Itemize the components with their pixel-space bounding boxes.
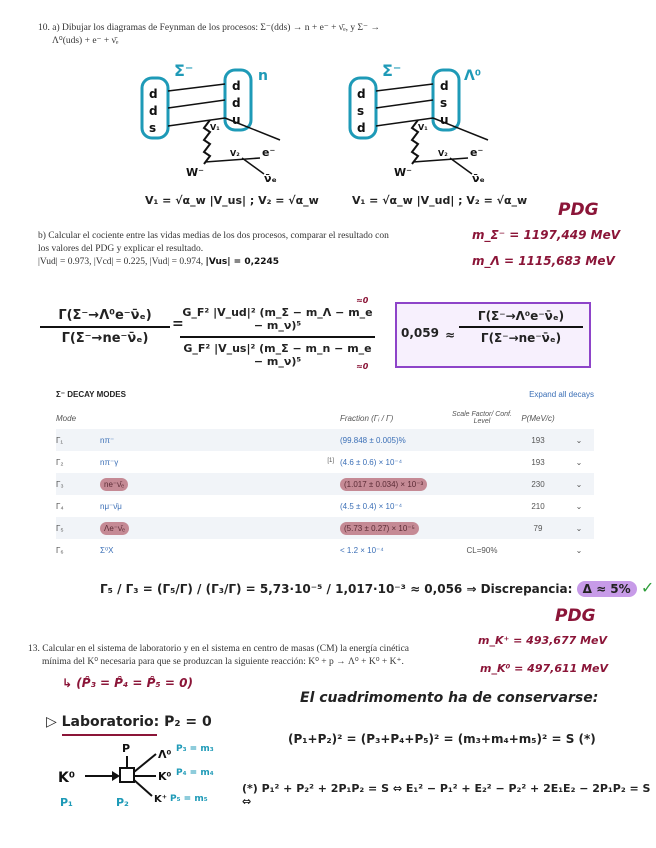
svg-text:u: u [440,113,449,127]
svg-text:d: d [440,79,449,93]
svg-text:d: d [149,87,158,101]
momentum-p [512,539,564,561]
equation-1: (P₁+P₂)² = (P₃+P₄+P₅)² = (m₃+m₄+m₅)² = S (*) [288,732,596,746]
mass-k0: m_K⁰ = 497,611 MeV [480,662,609,675]
expand-all-decays-link[interactable]: Expand all decays [529,390,594,399]
branching-fraction: (99.848 ± 0.005)% [340,435,406,445]
ckm-vus-handwritten: |Vus| = 0,2245 [205,257,280,267]
p3-label: P₃ = m₃ [176,744,214,754]
approx-zero-top: ≈0 [356,296,369,305]
decay-mode: Λe⁻ν̄ₑ [100,522,129,535]
svg-text:V₂: V₂ [230,149,240,158]
chevron-down-icon[interactable]: ⌄ [575,457,583,467]
vertex-factors-2: V₁ = √α_w |V_ud| ; V₂ = √α_w [352,194,528,207]
vertex-factors-1: V₁ = √α_w |V_us| ; V₂ = √α_w [145,194,319,207]
svg-text:P₁: P₁ [60,796,73,809]
pdg-label-10: PDG [558,200,599,220]
ratio-value: 0,059 [401,326,439,340]
discrepancy-badge: Δ ≈ 5% [577,581,637,597]
decay-note: [1] [327,457,334,464]
svg-text:V₁: V₁ [418,123,428,132]
conf-level [452,495,512,517]
svg-text:Σ⁻: Σ⁻ [382,61,402,80]
momentum-p: 193 [531,457,545,467]
svg-text:P₂: P₂ [116,796,129,809]
conf-level [452,451,512,473]
conf-level [452,473,512,495]
decay-row[interactable] [56,495,594,517]
label-sigma: Σ⁻ [174,61,194,80]
chevron-down-icon[interactable]: ⌄ [564,473,594,495]
decay-table-title: Σ⁻ DECAY MODES [56,390,126,399]
svg-text:K⁰: K⁰ [158,770,172,783]
svg-text:V₁: V₁ [210,123,220,132]
gamma-ratio-line: Γ₅ / Γ₃ = (Γ₅/Γ) / (Γ₃/Γ) = 5,73·10⁻⁵ / 1,017·10⁻³ ≈ 0,056 ⇒ Discrepancia: Δ ≈ 5% ✓ [100,578,655,597]
ckm-values: |Vud| = 0.973, |Vcd| = 0.225, |Vud| = 0.974, [38,257,204,267]
decay-mode: Σ⁰X [100,545,114,555]
momentum-p: 210 [531,501,545,511]
svg-text:d: d [232,96,241,110]
ratio-middle: G_F² |V_ud|² (m_Σ − m_Λ − m_e − m_ν)⁵ G_F² |V_us|² (m_Σ − m_n − m_e − m_ν)⁵ [180,306,375,368]
svg-text:s: s [440,96,448,110]
ratio-lhs: Γ(Σ⁻→Λ⁰e⁻ν̄ₑ) Γ(Σ⁻→ne⁻ν̄ₑ) [40,308,170,346]
svg-text:d: d [357,121,366,135]
decay-row[interactable] [56,429,594,451]
gamma-index: Γ₁ [56,429,100,451]
svg-text:Λ⁰: Λ⁰ [158,748,172,761]
branching-fraction: < 1.2 × 10⁻⁴ [340,545,384,555]
svg-text:s: s [149,121,157,135]
decay-row[interactable] [56,539,594,561]
pdg-label-13: PDG [555,606,596,626]
svg-text:P: P [122,742,131,755]
col-fraction: Fraction (Γᵢ / Γ) [340,407,452,429]
conf-level [452,517,512,539]
momentum-p: 230 [512,473,564,495]
col-scale: Scale Factor/ Conf. Level [452,407,512,429]
decay-row[interactable] [56,451,594,473]
branching-fraction: (1.017 ± 0.034) × 10⁻³ [340,478,427,491]
gamma-index: Γ₅ [56,517,100,539]
decay-row[interactable] [56,473,594,495]
svg-text:ν̄ₑ: ν̄ₑ [264,172,277,185]
gamma-index: Γ₂ [56,457,64,467]
chevron-down-icon[interactable]: ⌄ [564,429,594,451]
svg-text:d: d [357,87,366,101]
statement-line-2: Λ⁰(uds) + e⁻ + ν̄ₑ [52,36,119,46]
svg-text:K⁺: K⁺ [154,794,168,805]
svg-text:V₂: V₂ [438,149,448,158]
svg-text:ν̄ₑ: ν̄ₑ [472,172,485,185]
gamma-index: Γ₃ [56,473,100,495]
branching-fraction: (4.5 ± 0.4) × 10⁻⁴ [340,501,403,511]
gamma-index: Γ₆ [56,545,64,555]
check-icon: ✓ [640,578,655,597]
svg-text:e⁻: e⁻ [262,146,276,159]
decay-mode: nμ⁻ν̄μ [100,501,122,511]
problem13-statement: 13. Calcular en el sistema de laboratorio y en el sistema en centro de masas (CM) la energía cinética mínima del K⁰ necesaria para que se produzcan la siguiente reacción: K⁰ + p → Λ⁰ + K⁰ + K⁺. [28,644,410,667]
svg-text:u: u [232,113,241,127]
statement-line-1: 10. a) Dibujar los diagramas de Feynman de los procesos: Σ⁻(dds) → n + e⁻ + ν̄ₑ, y Σ⁻ → [38,23,380,33]
decay-row[interactable] [56,517,594,539]
conservation-heading: El cuadrimomento ha de conservarse: [300,690,599,706]
branching-fraction: (5.73 ± 0.27) × 10⁻⁵ [340,522,419,535]
svg-text:W⁻: W⁻ [186,166,204,179]
branching-fraction: (4.6 ± 0.6) × 10⁻⁴ [340,457,403,467]
label-n: n [258,68,268,84]
svg-text:K⁰: K⁰ [58,770,75,786]
mass-lambda: m_Λ = 1115,683 MeV [472,254,615,268]
decay-mode: ne⁻ν̄ₑ [100,478,128,491]
feynman-diagram-sigma-to-n [130,58,310,208]
problem10-part-b: b) Calcular el cociente entre las vidas medias de los dos procesos, comparar el resultado con los valores del PDG y explicar el resultado. |Vud| = 0.973, |Vcd| = 0.225, |Vud| = 0.974, |Vus| = 0,2245 [38,231,389,267]
chevron-down-icon[interactable]: ⌄ [575,545,583,555]
svg-text:e⁻: e⁻ [470,146,484,159]
problem10-statement [38,22,638,48]
p5-label: P₅ = m₅ [170,794,208,804]
svg-text:d: d [149,104,158,118]
chevron-down-icon[interactable]: ⌄ [564,517,594,539]
gamma-index: Γ₄ [56,501,64,511]
momentum-p: 193 [512,429,564,451]
decay-mode: nπ⁻ [100,435,115,445]
col-mode: Mode [56,407,100,429]
mass-kplus: m_K⁺ = 493,677 MeV [478,634,608,647]
sigma-decay-table [56,390,594,561]
approx-zero-bottom: ≈0 [356,362,369,371]
result-box: 0,059 ≈ Γ(Σ⁻→Λ⁰e⁻ν̄ₑ) Γ(Σ⁻→ne⁻ν̄ₑ) [395,302,591,368]
momentum-zero-note: ↳ (P̂₃ = P̂₄ = P̂₅ = 0) [62,676,193,690]
conf-level: CL=90% [466,545,498,555]
svg-text:W⁻: W⁻ [394,166,412,179]
decay-mode: nπ⁻γ [100,457,119,467]
lab-underline [62,734,157,736]
col-p: P(MeV/c) [512,407,564,429]
momentum-p: 79 [512,517,564,539]
mass-sigma: m_Σ⁻ = 1197,449 MeV [472,228,620,242]
p4-label: P₄ = m₄ [176,768,214,778]
svg-text:Λ⁰: Λ⁰ [464,68,481,84]
svg-text:d: d [232,79,241,93]
chevron-down-icon[interactable]: ⌄ [575,501,583,511]
feynman-diagram-sigma-to-lambda [338,58,518,208]
conf-level [452,429,512,451]
equation-2: (*) P₁² + P₂² + 2P₁P₂ = S ⇔ E₁² − P₁² + E₂² − P₂² + 2E₁E₂ − 2P₁P₂ = S ⇔ [242,782,651,808]
lab-frame-heading: ▷ Laboratorio: P₂ = 0 [46,714,212,730]
svg-text:s: s [357,104,365,118]
